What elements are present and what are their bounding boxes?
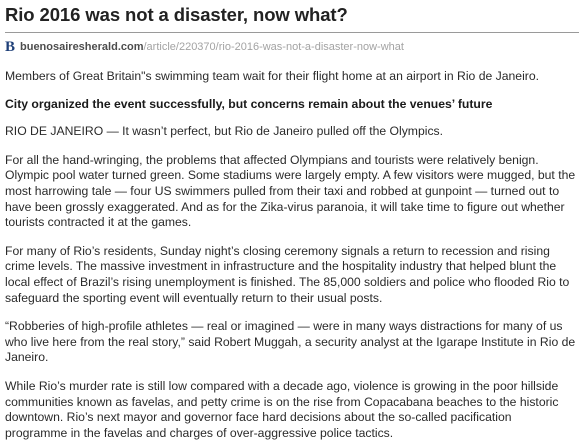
article-paragraph: “Robberies of high-profile athletes — real or imagined — were in many ways distractions for many of us who live here from the real story,” said Robert Muggah, a security analyst at the Igarape Institute in Rio de Janeiro. [5, 319, 576, 365]
source-domain[interactable]: buenosairesherald.com [20, 41, 144, 53]
title-divider [5, 32, 579, 33]
source-link[interactable] [5, 39, 577, 55]
article-paragraph: For many of Rio’s residents, Sunday night’s closing ceremony signals a return to recession and rising crime levels. The massive investment in infrastructure and the hospitality industry that helped blunt the local effect of Brazil’s rising unemployment is finished. The 85,000 soldiers and police who flooded Rio to safeguard the sporting event will eventually return to their usual posts. [5, 243, 570, 305]
article-paragraph: RIO DE JANEIRO — It wasn’t perfect, but Rio de Janeiro pulled off the Olympics. [5, 124, 444, 139]
photo-caption: Members of Great Britain"s swimming team wait for their flight home at an airport in Rio de Janeiro. [5, 69, 540, 83]
source-path[interactable]: /article/220370/rio-2016-was-not-a-disaster-now-what [143, 41, 404, 53]
article-title: Rio 2016 was not a disaster, now what? [5, 4, 348, 25]
article-paragraph: While Rio’s murder rate is still low compared with a decade ago, violence is growing in the poor hillside communities known as favelas, and petty crime is on the rise from Copacabana beaches to the historic downtown. Rio’s next mayor and governor face hard decisions about the so-called pacification programme in the favelas and charges of over-aggressive police tactics. [5, 378, 559, 440]
herald-logo-icon: B [5, 39, 16, 55]
article-paragraph: For all the hand-wringing, the problems that affected Olympians and tourists were relatively benign. Olympic pool water turned green. Some stadiums were largely empty. A few visitors were mugged, but the most harrowing tale — four US swimmers pulled from their taxi and robbed at gunpoint — turned out to have been grossly exaggerated. And as for the Zika-virus paranoia, it will take time to figure out whether tourists contracted it at the games. [5, 152, 576, 230]
article-subheadline: City organized the event successfully, but concerns remain about the venues’ future [5, 96, 493, 111]
